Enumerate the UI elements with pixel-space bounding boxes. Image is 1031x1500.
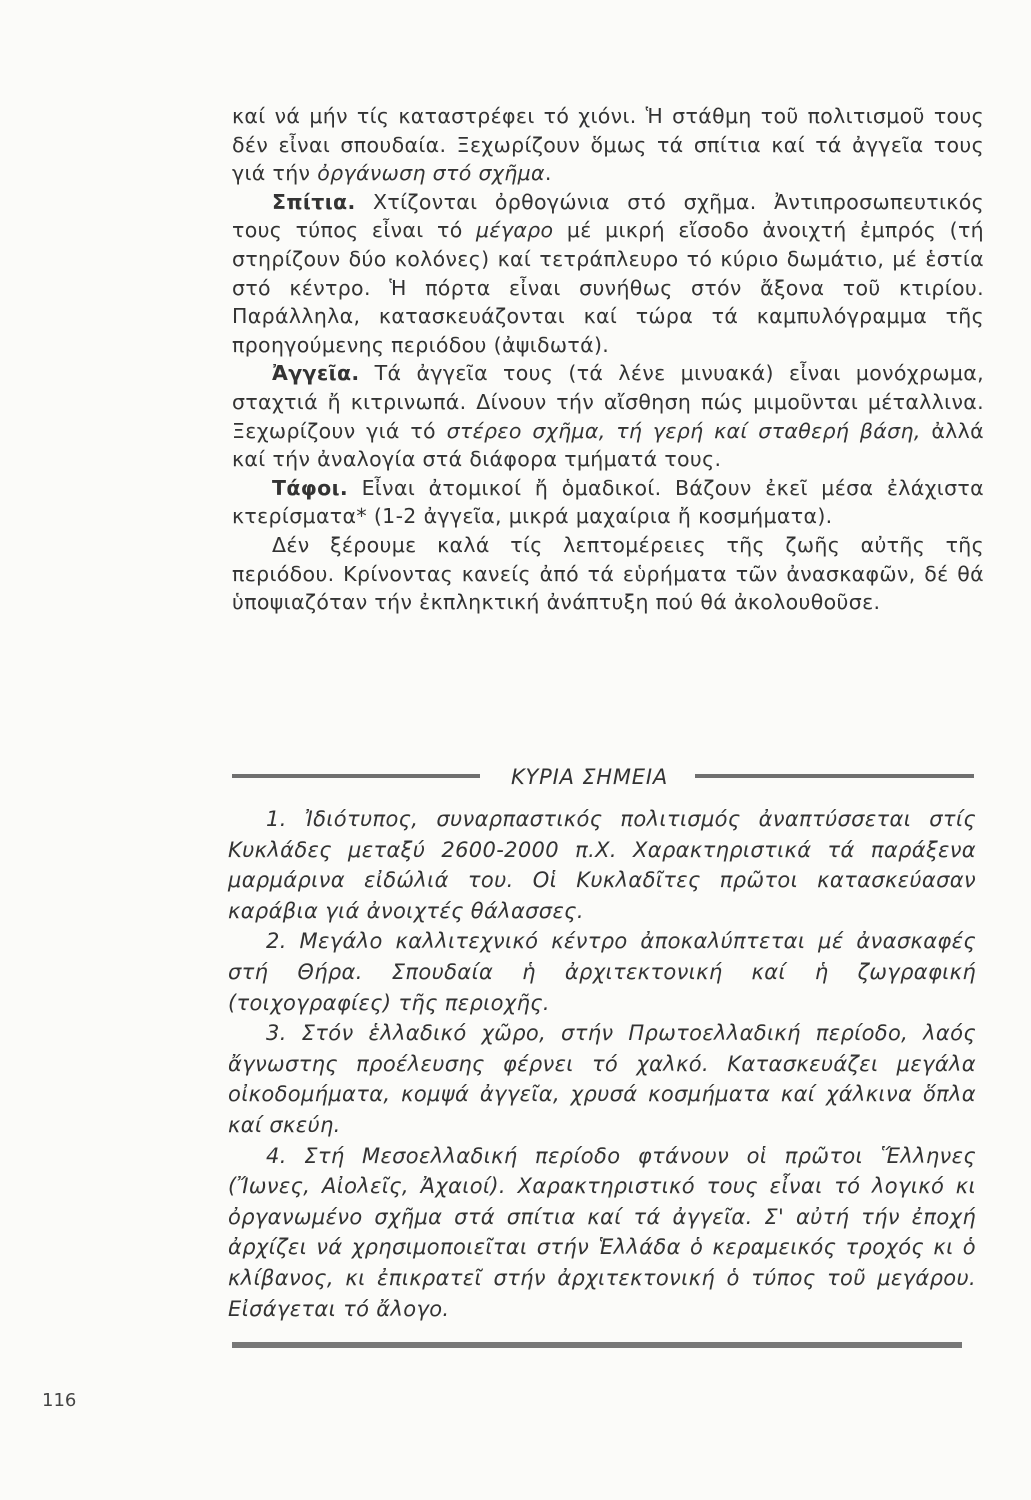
vessels-text-2: ἀλλά καί τήν ἀναλογία στά διάφορα τμήματά τους. [232, 418, 985, 472]
page-number: 116 [42, 1390, 77, 1411]
closing-paragraph [232, 531, 984, 617]
graves-label: Τάφοι. [272, 475, 349, 500]
key-point-1: 1. Ἰδιότυπος, συναρπαστικός πολιτισμός ἀναπτύσσεται στίς Κυκλάδες μεταξύ 2600-2000 π.Χ. Χαρακτηριστικά τά παράξενα μαρμάρινα εἰδώλιά του. Οἱ Κυκλαδῖτες πρῶτοι κατασκεύασαν καράβια γιά ἀνοιχτές θάλασσες. [228, 807, 976, 923]
intro-paragraph [232, 102, 984, 188]
intro-end: . [544, 161, 552, 186]
main-text [232, 102, 984, 617]
graves-paragraph [232, 474, 984, 531]
houses-label: Σπίτια. [272, 189, 356, 214]
key-points-list [228, 804, 976, 1324]
header-rule-right [695, 774, 974, 778]
houses-paragraph [232, 188, 984, 360]
bottom-rule [232, 1342, 962, 1348]
intro-text: καί νά μήν τίς καταστρέφει τό χιόνι. Ἡ στάθμη τοῦ πολιτισμοῦ τους δέν εἶναι σπουδαία. Ξεχωρίζουν ὅμως τά σπίτια καί τά ἀγγεῖα τους γιά τήν [232, 104, 984, 186]
key-point-3: 3. Στόν ἑλλαδικό χῶρο, στήν Πρωτοελλαδική περίοδο, λαός ἄγνωστης προέλευσης φέρνει τό χαλκό. Κατασκευάζει μεγάλα οἰκοδομήματα, κομψά ἀγγεῖα, χρυσά κοσμήματα καί χάλκινα ὅπλα καί σκεύη. [228, 1021, 976, 1137]
vessels-label: Ἀγγεῖα. [272, 361, 360, 386]
vessels-text-1: Τά ἀγγεῖα τους (τά λένε μινυακά) εἶναι μονόχρωμα, σταχτιά ἤ κιτρινωπά. Δίνουν τήν αἴσθηση πώς μιμοῦνται μέταλλινα. Ξεχωρίζουν γιά τό [232, 361, 984, 443]
houses-italic: μέγαρο [476, 218, 554, 243]
header-rule-left [232, 774, 480, 778]
houses-text-1: Χτίζονται ὀρθογώνια στό σχῆμα. Ἀντιπροσωπευτικός τους τύπος εἶναι τό [232, 189, 984, 243]
vessels-italic: στέρεο σχῆμα, τή γερή καί σταθερή βάση, [446, 418, 921, 443]
vessels-paragraph [232, 359, 984, 473]
key-point-4: 4. Στή Μεσοελλαδική περίοδο φτάνουν οἱ πρῶτοι Ἕλληνες (Ἴωνες, Αἰολεῖς, Ἀχαιοί). Χαρακτηριστικό τους εἶναι τό λογικό κι ὀργανωμένο σχῆμα στά σπίτια καί τά ἀγγεῖα. Σ' αὐτή τήν ἐποχή ἀρχίζει νά χρησιμοποιεῖται στήν Ἑλλάδα ὁ κεραμεικός τροχός κι ὁ κλίβανος, κι ἐπικρατεῖ στήν ἀρχιτεκτονική ὁ τύπος τοῦ μεγάρου. Εἰσάγεται τό ἄλογο. [228, 1143, 976, 1321]
graves-text: Εἶναι ἀτομικοί ἤ ὁμαδικοί. Βάζουν ἐκεῖ μέσα ἐλάχιστα κτερίσματα* (1-2 ἀγγεῖα, μικρά μαχαίρια ἤ κοσμήματα). [232, 475, 984, 529]
houses-text-2: μέ μικρή εἴσοδο ἀνοιχτή ἐμπρός (τή στηρίζουν δύο κολόνες) καί τετράπλευρο τό κύριο δωμάτιο, μέ ἑστία στό κέντρο. Ἡ πόρτα εἶναι συνήθως στόν ἄξονα τοῦ κτιρίου. Παράλληλα, κατασκευάζονται καί τώρα τά καμπυλόγραμμα τῆς προηγούμενης περιόδου (ἀψιδωτά). [232, 218, 984, 357]
closing-text: Δέν ξέρουμε καλά τίς λεπτομέρειες τῆς ζωῆς αὐτῆς τῆς περιόδου. Κρίνοντας κανείς ἀπό τά εὑρήματα τῶν ἀνασκαφῶν, δέ θά ὑποψιαζόταν τήν ἐκπληκτική ἀνάπτυξη πού θά ἀκολουθοῦσε. [232, 532, 984, 615]
section-header [232, 764, 974, 790]
intro-italic: ὀργάνωση στό σχῆμα [317, 161, 545, 186]
section-title: ΚΥΡΙΑ ΣΗΜΕΙΑ [510, 765, 669, 789]
key-point-2: 2. Μεγάλο καλλιτεχνικό κέντρο ἀποκαλύπτεται μέ ἀνασκαφές στή Θήρα. Σπουδαία ἡ ἀρχιτεκτονική καί ἡ ζωγραφική (τοιχογραφίες) τῆς περιοχῆς. [228, 929, 976, 1015]
